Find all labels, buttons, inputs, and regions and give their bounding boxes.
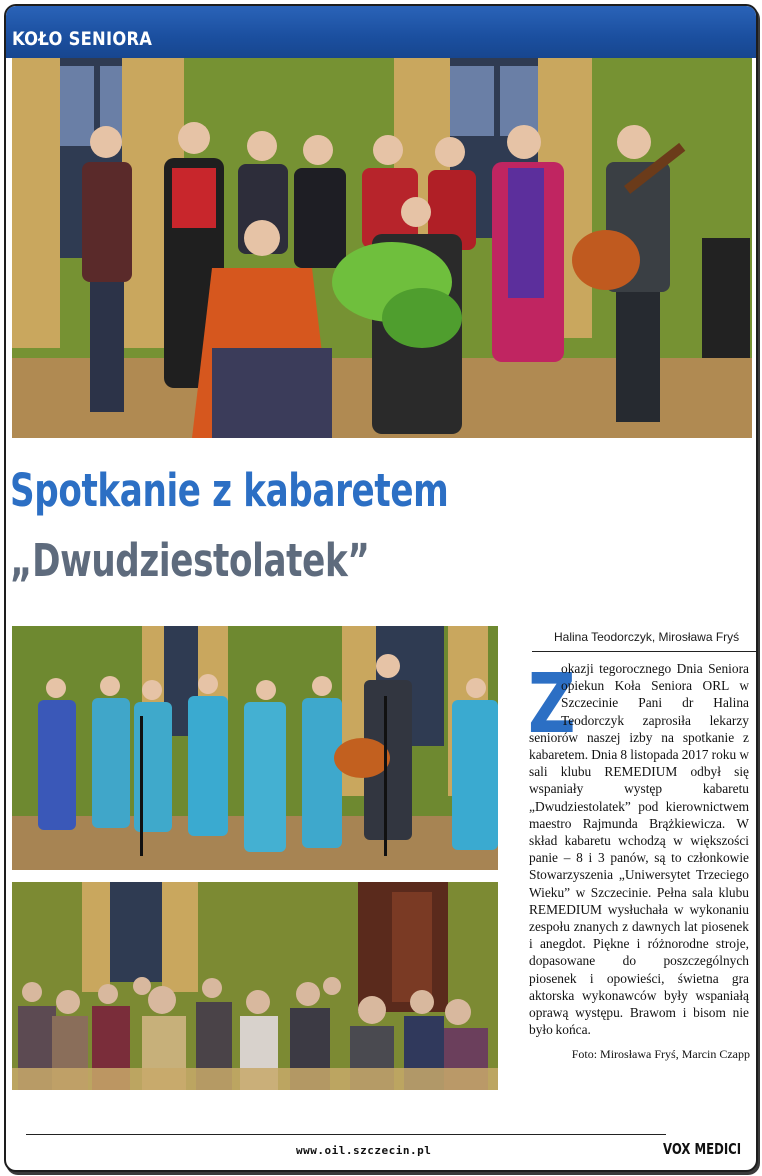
article-body <box>528 657 749 1038</box>
article-byline: Halina Teodorczyk, Mirosława Fryś <box>554 630 740 644</box>
footer-brand: VOX MEDICI <box>663 1140 742 1158</box>
byline-divider <box>532 651 756 652</box>
dropcap-spacer <box>529 660 561 726</box>
magazine-page <box>4 4 758 1172</box>
photo-audience <box>12 882 498 1090</box>
photo-cabaret-group <box>12 58 752 438</box>
headline-line-2: „Dwudziestolatek” <box>10 534 370 587</box>
section-header-bar <box>6 6 756 58</box>
photo-credit: Foto: Mirosława Fryś, Marcin Czapp <box>571 1047 750 1061</box>
headline-line-1: Spotkanie z kabaretem <box>10 464 449 517</box>
section-label: KOŁO SENIORA <box>12 28 153 50</box>
footer-divider <box>26 1134 666 1135</box>
article-dropcap: Z <box>528 657 576 752</box>
footer-website: www.oil.szczecin.pl <box>296 1144 432 1157</box>
article-body-text: okazji tegorocznego Dnia Seniora opiekun Koła Seniora ORL w Szczecinie Pani dr Halina Teodorczyk zaprosiła lekarzy seniorów naszej izby na spotkanie z kabaretem. Dnia 8 listopada 2017 roku w sali klubu REMEDIUM odbył się wspaniały występ kabaretu „Dwudziestolatek” pod kierownictwem maestro Rajmunda Brążkiewicza. W skład kabaretu wchodzą w większości panie – 8 i 3 panów, są to członkowie Stowarzyszenia „Uniwersytet Trzeciego Wieku” w Szczecinie. Pełna sala klubu REMEDIUM wysłuchała w wykonaniu zespołu znanych z dawnych lat piosenek i anegdot. Piękne i różnorodne stroje, dopasowane do poszczególnych piosenek i opowieści, świetna gra aktorska wykonawców były wspaniałą oprawą występu. Brawom i bisom nie było końca. <box>529 661 749 1038</box>
photo-performers-stage <box>12 626 498 870</box>
